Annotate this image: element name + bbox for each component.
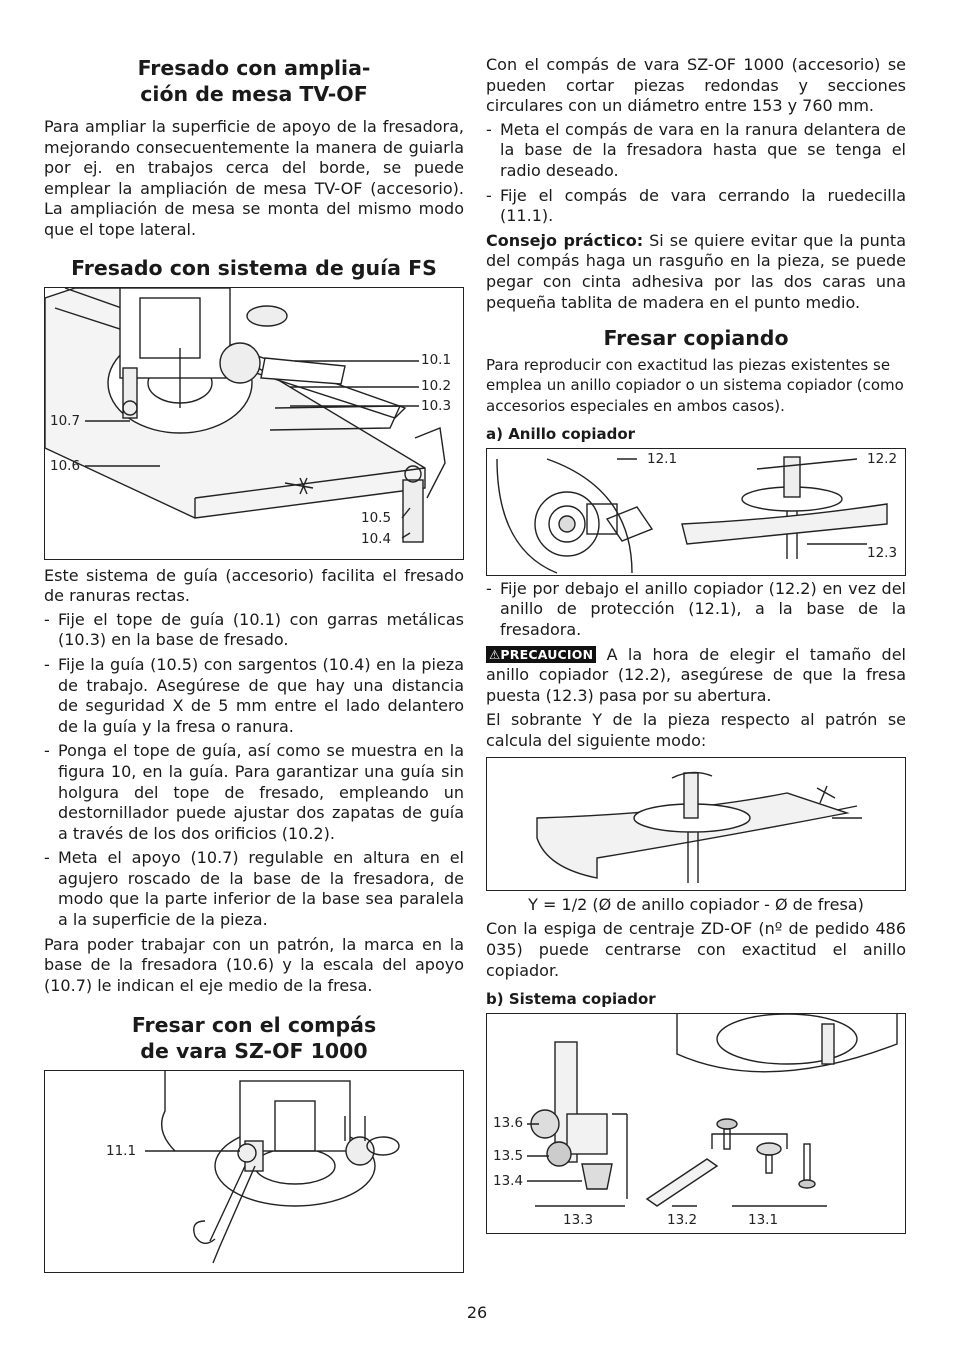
page-number: 26: [466, 1303, 488, 1322]
figure-11-beam-compass: [44, 1070, 464, 1273]
callout-13-3: 13.3: [563, 1212, 594, 1229]
overhang-formula: Y = 1/2 (Ø de anillo copiador - Ø de fresa): [528, 895, 864, 915]
callout-10-3: 10.3: [421, 397, 452, 414]
list-item: - Meta el apoyo (10.7) regulable en altura en el agujero roscado de la base de la fresadora, de modo que la parte inferior de la base sea paralela a la superficie de la pieza.: [44, 848, 464, 930]
compass-intro: Con el compás de vara SZ-OF 1000 (accesorio) se pueden cortar piezas redondas y secciones circulares con un diámetro entre 153 y 760 mm.: [486, 55, 906, 116]
figure-13-drawing: [487, 1014, 905, 1233]
caution-note: ⚠PRECAUCION A la hora de elegir el tamaño del anillo copiador (12.2), asegúrese de que la fresa puesta (12.3) pasa por su abertura.: [486, 644, 906, 705]
figure-12-drawing: [487, 449, 905, 575]
figure-overhang-drawing: [487, 758, 905, 890]
section-title-copy-routing: Fresar copiando: [603, 326, 789, 351]
callout-11-1: 11.1: [106, 1143, 137, 1160]
callout-13-1: 13.1: [748, 1212, 779, 1229]
compass-steps: [486, 120, 906, 227]
list-item: - Fije por debajo el anillo copiador (12.2) en vez del anillo de protección (12.1), a la base de la fresadora.: [486, 579, 906, 641]
overhang-text: El sobrante Y de la pieza respecto al patrón se calcula del siguiente modo:: [486, 710, 906, 750]
figure-12-copy-ring: [486, 448, 906, 576]
callout-13-2: 13.2: [667, 1212, 698, 1229]
callout-10-6: 10.6: [50, 457, 81, 474]
figure-11-drawing: [45, 1071, 463, 1272]
copy-ring-steps: [486, 579, 906, 641]
section-title-beam-compass: Fresar con el compás de vara SZ-OF 1000: [131, 1013, 377, 1064]
subheading-copy-ring: a) Anillo copiador: [486, 424, 636, 443]
copy-routing-intro: Para reproducir con exactitud las piezas existentes se emplea un anillo copiador o un sistema copiador (como accesorios especiales en ambos casos).: [486, 356, 904, 415]
tip-label: Consejo práctico:: [486, 230, 644, 250]
list-item: - Fije el compás de vara cerrando la ruedecilla (11.1).: [486, 186, 906, 227]
centering-pin-text: Con la espiga de centraje ZD-OF (nº de pedido 486 035) puede centrarse con exactitud el anillo copiador.: [486, 919, 906, 980]
section-title-guide-system: Fresado con sistema de guía FS: [71, 255, 437, 280]
list-item: - Meta el compás de vara en la ranura delantera de la base de la fresadora hasta que se tenga el radio deseado.: [486, 120, 906, 182]
list-item: - Fije la guía (10.5) con sargentos (10.4) en la pieza de trabajo. Asegúrese de que hay una distancia de seguridad X de 5 mm entre el lado delantero de la guía y la fresa o ranura.: [44, 655, 464, 737]
section-title-table-extension: Fresado con amplia- ción de mesa TV-OF: [137, 56, 371, 106]
guide-system-outro: Para poder trabajar con un patrón, la marca en la base de la fresadora (10.6) y la escala del apoyo (10.7) le indican el eje medio de la fresa.: [44, 934, 464, 995]
callout-10-2: 10.2: [421, 377, 452, 394]
caution-badge: ⚠PRECAUCION: [486, 646, 596, 663]
left-column: [44, 55, 464, 1273]
callout-12-2: 12.2: [867, 450, 898, 467]
guide-system-steps: [44, 610, 464, 931]
callout-12-3: 12.3: [867, 544, 898, 561]
subheading-copy-system: b) Sistema copiador: [486, 990, 656, 1009]
callout-10-1: 10.1: [421, 351, 452, 368]
callout-10-7: 10.7: [50, 412, 81, 429]
practical-tip: Consejo práctico: Si se quiere evitar que la punta del compás haga un rasguño en la pieza, se puede pegar con cinta adhesiva por las dos caras una pequeña tablita de madera en el punto medio.: [486, 230, 907, 312]
callout-13-6: 13.6: [493, 1115, 524, 1132]
figure-overhang: [486, 757, 906, 891]
figure-13-copy-system: [486, 1013, 906, 1234]
guide-system-intro: Este sistema de guía (accesorio) facilita el fresado de ranuras rectas.: [44, 565, 464, 606]
callout-10-5: 10.5: [361, 509, 392, 526]
table-extension-body: Para ampliar la superficie de apoyo de la fresadora, mejorando consecuentemente la manera de guiarla por ej. en trabajos cerca del borde, se puede emplear la ampliación de mesa TV-OF (accesorio). La ampliación de mesa se monta del mismo modo que el tope lateral.: [44, 117, 464, 239]
callout-12-1: 12.1: [647, 450, 678, 467]
callout-13-5: 13.5: [493, 1148, 524, 1165]
figure-10-drawing: [45, 288, 463, 559]
list-item: - Ponga el tope de guía, así como se muestra en la figura 10, en la guía. Para garantizar una guía sin holgura del tope de fresado, empleando un destornillador puede ajustar dos zapatas de guía a través de los dos orificios (10.2).: [44, 741, 464, 844]
right-column: [486, 55, 906, 1234]
callout-13-4: 13.4: [493, 1173, 524, 1190]
list-item: - Fije el tope de guía (10.1) con garras metálicas (10.3) en la base de fresado.: [44, 610, 464, 651]
figure-10-guide-rail: [44, 287, 464, 560]
callout-10-4: 10.4: [361, 530, 392, 547]
